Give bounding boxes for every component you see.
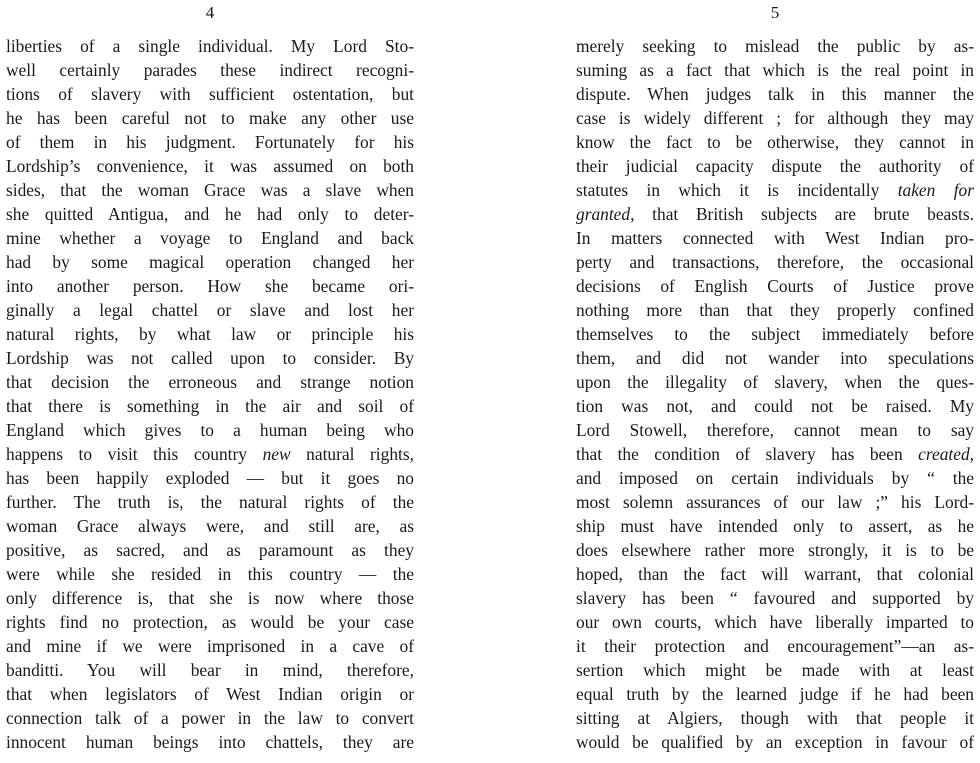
right-page-line: dispute. When judges talk in this manner the: [576, 84, 974, 104]
right-page-line: them, and did not wander into speculations: [576, 348, 974, 368]
left-page-line: liberties of a single individual. My Lord Sto-: [6, 36, 414, 56]
right-page-line: perty and transactions, therefore, the occasional: [576, 252, 974, 272]
left-page-line: were while she resided in this country — the: [6, 564, 414, 584]
right-page-line: slavery has been “ favoured and supported by: [576, 588, 974, 608]
page-number-right: 5: [770, 3, 780, 22]
left-page-line: that when legislators of West Indian origin or: [6, 684, 414, 704]
left-page-text: [6, 34, 414, 754]
left-page-line: and mine if we were imprisoned in a cave of: [6, 636, 414, 656]
right-page-line: know the fact to be otherwise, they cannot in: [576, 132, 974, 152]
left-page-line: mine whether a voyage to England and back: [6, 228, 414, 248]
right-page-line: ship must have intended only to assert, as he: [576, 516, 974, 536]
right-page-line: would be qualified by an exception in favour of: [576, 732, 974, 752]
left-page-line: only difference is, that she is now where those: [6, 588, 414, 608]
left-page: [6, 0, 414, 763]
book-gutter: [470, 0, 510, 763]
left-page-line: woman Grace always were, and still are, as: [6, 516, 414, 536]
left-page-line: she quitted Antigua, and he had only to deter-: [6, 204, 414, 224]
left-page-line: Lordship’s convenience, it was assumed on both: [6, 156, 414, 176]
left-page-line: positive, as sacred, and as paramount as they: [6, 540, 414, 560]
right-page-line: does elsewhere rather more strongly, it is to be: [576, 540, 974, 560]
right-page-line: our own courts, which have liberally imparted to: [576, 612, 974, 632]
left-page-line: has been happily exploded — but it goes no: [6, 468, 414, 488]
left-page-line: further. The truth is, the natural rights of the: [6, 492, 414, 512]
left-page-line: innocent human beings into chattels, they are: [6, 732, 414, 752]
left-page-line: he has been careful not to make any other use: [6, 108, 414, 128]
right-page-line: it their protection and encouragement”—an as-: [576, 636, 974, 656]
right-page-line: sitting at Algiers, though with that people it: [576, 708, 974, 728]
left-page-line: that there is something in the air and soil of: [6, 396, 414, 416]
right-page-line: equal truth by the learned judge if he had been: [576, 684, 974, 704]
left-page-line: England which gives to a human being who: [6, 420, 414, 440]
right-page-line: decisions of English Courts of Justice prove: [576, 276, 974, 296]
right-page-line: that the condition of slavery has been created,: [576, 444, 974, 464]
right-page-line: tion was not, and could not be raised. My: [576, 396, 974, 416]
right-page-text: [576, 34, 974, 754]
left-page-line: Lordship was not called upon to consider. By: [6, 348, 414, 368]
right-page-line: hoped, than the fact will warrant, that colonial: [576, 564, 974, 584]
right-page-line: case is widely different ; for although they may: [576, 108, 974, 128]
left-page-line: rights find no protection, as would be your case: [6, 612, 414, 632]
right-page-line: granted, that British subjects are brute beasts.: [576, 204, 974, 224]
right-page-line: nothing more than that they properly confined: [576, 300, 974, 320]
left-page-line: happens to visit this country new natural rights,: [6, 444, 414, 464]
right-page-line: In matters connected with West Indian pro-: [576, 228, 974, 248]
right-page-line: themselves to the subject immediately before: [576, 324, 974, 344]
left-page-line: that decision the erroneous and strange notion: [6, 372, 414, 392]
right-page-line: their judicial capacity dispute the authority of: [576, 156, 974, 176]
right-page-line: sertion which might be made with at least: [576, 660, 974, 680]
left-page-line: banditti. You will bear in mind, therefore,: [6, 660, 414, 680]
left-page-line: ginally a legal chattel or slave and lost her: [6, 300, 414, 320]
left-page-line: of them in his judgment. Fortunately for his: [6, 132, 414, 152]
right-page-line: suming as a fact that which is the real point in: [576, 60, 974, 80]
left-page-line: into another person. How she became ori-: [6, 276, 414, 296]
left-page-line: sides, that the woman Grace was a slave when: [6, 180, 414, 200]
left-page-line: had by some magical operation changed her: [6, 252, 414, 272]
right-page-line: most solemn assurances of our law ;” his Lord-: [576, 492, 974, 512]
page-number-left: 4: [205, 3, 215, 22]
left-page-line: well certainly parades these indirect recogni-: [6, 60, 414, 80]
left-page-line: tions of slavery with sufficient ostentation, but: [6, 84, 414, 104]
right-page-line: statutes in which it is incidentally taken for: [576, 180, 974, 200]
left-page-line: connection talk of a power in the law to convert: [6, 708, 414, 728]
right-page: [576, 0, 974, 763]
right-page-line: merely seeking to mislead the public by as-: [576, 36, 974, 56]
left-page-line: natural rights, by what law or principle his: [6, 324, 414, 344]
right-page-line: and imposed on certain individuals by “ the: [576, 468, 974, 488]
right-page-line: Lord Stowell, therefore, cannot mean to say: [576, 420, 974, 440]
right-page-line: upon the illegality of slavery, when the ques-: [576, 372, 974, 392]
